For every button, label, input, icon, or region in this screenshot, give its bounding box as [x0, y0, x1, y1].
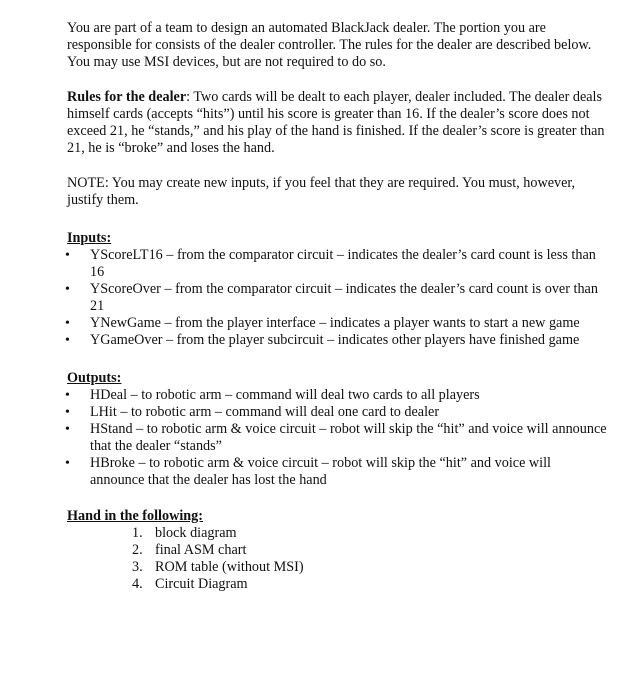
output-item-text: LHit – to robotic arm – command will deal one card to dealer	[90, 404, 440, 420]
list-item	[67, 404, 607, 421]
input-item-text: YGameOver – from the player subcircuit – indicates other players have finished game	[90, 332, 580, 348]
rules-text: : Two cards will be dealt to each player, dealer included. The dealer deals himself cards (accepts “hits”) until his score is greater than 16. If the dealer’s score does not exceed 21, he “stands,” and his play of the hand is finished. If the dealer’s score is greater than 21, he is “broke” and loses the hand.	[67, 89, 605, 156]
bullet-icon: •	[65, 282, 70, 297]
input-item-text: YNewGame – from the player interface – indicates a player wants to start a new game	[90, 315, 580, 331]
input-item-text: YScoreLT16 – from the comparator circuit – indicates the dealer’s card count is less than 16	[90, 247, 596, 280]
list-item	[132, 559, 607, 576]
note-paragraph: NOTE: You may create new inputs, if you feel that they are required. You must, however, justify them.	[67, 175, 576, 208]
list-item	[67, 315, 607, 332]
output-item-text: HStand – to robotic arm & voice circuit – robot will skip the “hit” and voice will announce that the dealer “stands”	[90, 421, 607, 454]
item-number: 3.	[132, 559, 143, 575]
hand-in-item-text: ROM table (without MSI)	[155, 559, 304, 575]
hand-in-section	[67, 508, 607, 593]
output-item-text: HBroke – to robotic arm & voice circuit – robot will skip the “hit” and voice will announce that the dealer has lost the hand	[90, 455, 551, 488]
intro-paragraph: You are part of a team to design an automated BlackJack dealer. The portion you are responsible for consists of the dealer controller. The rules for the dealer are described below. You may use MSI devices, but are not required to do so.	[67, 20, 592, 70]
item-number: 2.	[132, 542, 143, 558]
list-item	[132, 542, 607, 559]
list-item	[67, 281, 607, 315]
hand-in-item-text: block diagram	[155, 525, 237, 541]
bullet-icon: •	[65, 456, 70, 471]
item-number: 1.	[132, 525, 143, 541]
outputs-heading: Outputs:	[67, 370, 122, 386]
list-item	[67, 421, 607, 455]
inputs-section	[67, 230, 607, 349]
rules-lead: Rules for the dealer	[67, 89, 187, 105]
hand-in-item-text: final ASM chart	[155, 542, 247, 558]
bullet-icon: •	[65, 422, 70, 437]
bullet-icon: •	[65, 388, 70, 403]
document-body	[67, 20, 607, 611]
outputs-section	[67, 370, 607, 489]
bullet-icon: •	[65, 248, 70, 263]
list-item	[67, 387, 607, 404]
bullet-icon: •	[65, 333, 70, 348]
rules-paragraph	[67, 89, 607, 157]
inputs-heading: Inputs:	[67, 230, 112, 246]
list-item	[67, 332, 607, 349]
list-item	[132, 525, 607, 542]
list-item	[67, 247, 607, 281]
input-item-text: YScoreOver – from the comparator circuit – indicates the dealer’s card count is over than 21	[90, 281, 598, 314]
hand-in-list	[67, 525, 607, 593]
outputs-list	[67, 387, 607, 489]
output-item-text: HDeal – to robotic arm – command will deal two cards to all players	[90, 387, 480, 403]
bullet-icon: •	[65, 316, 70, 331]
hand-in-item-text: Circuit Diagram	[155, 576, 248, 592]
item-number: 4.	[132, 576, 143, 592]
list-item	[132, 576, 607, 593]
inputs-list	[67, 247, 607, 349]
hand-in-heading: Hand in the following:	[67, 508, 203, 524]
list-item	[67, 455, 607, 489]
bullet-icon: •	[65, 405, 70, 420]
